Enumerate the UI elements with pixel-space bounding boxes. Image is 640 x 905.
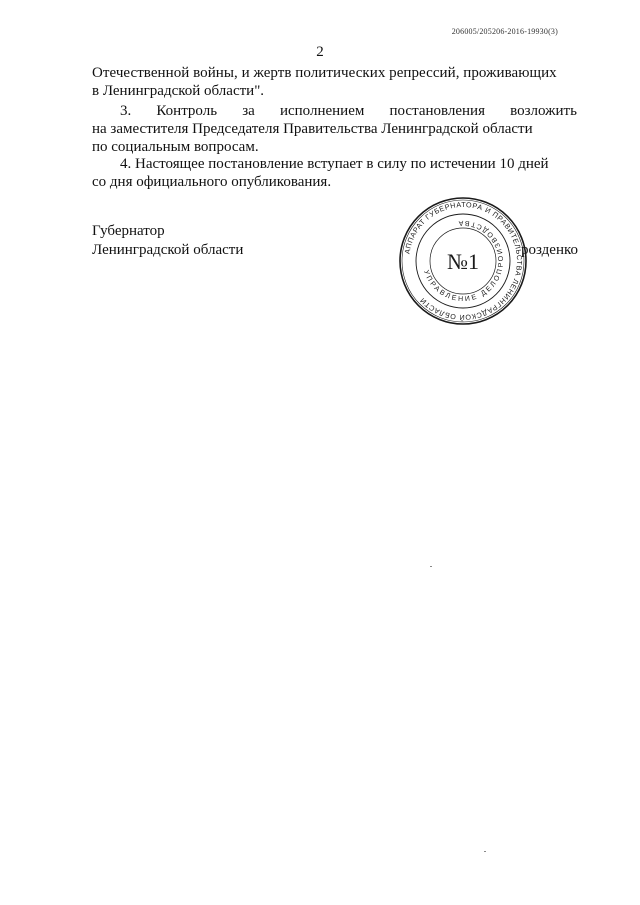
word: 3. (120, 103, 132, 119)
official-seal (398, 196, 528, 326)
item-4-line: 4. Настоящее постановление вступает в силу по истечении 10 дней (120, 156, 549, 172)
scan-speck (484, 851, 486, 852)
seal-outer-text: АППАРАТ ГУБЕРНАТОРА И ПРАВИТЕЛЬСТВА ЛЕНИНГРАДСКОЙ ОБЛАСТИ (402, 199, 525, 323)
scan-speck (430, 566, 432, 567)
word: возложить (510, 103, 577, 119)
word: за (242, 103, 255, 119)
item-4-line: со дня официального опубликования. (92, 174, 332, 190)
item-3-line: по социальным вопросам. (92, 139, 259, 155)
signature-title-line: Ленинградской области (92, 242, 244, 258)
item-3-first-line (92, 102, 577, 120)
word: постановления (389, 103, 485, 119)
seal-number: №1 (447, 249, 479, 274)
word: исполнением (279, 103, 365, 119)
document-id: 206005/205206-2016-19930(3) (451, 27, 558, 36)
item-3-line: на заместителя Председателя Правительства Ленинградской области (92, 121, 533, 137)
item-3 (92, 102, 577, 156)
paragraph-continuation (92, 64, 577, 100)
paragraph-line (92, 64, 577, 82)
item-4 (92, 155, 577, 191)
signature-title (92, 222, 243, 260)
paragraph-text: Отечественной войны, и жертв политических репрессий, проживающих (92, 65, 557, 81)
signer-name: розденко (521, 242, 578, 258)
page-number: 2 (316, 44, 324, 60)
seal-inner-text: УПРАВЛЕНИЕ ДЕЛОПРОИЗВОДСТВА (422, 218, 506, 304)
word: Контроль (156, 103, 218, 119)
seal-graphic (398, 196, 528, 326)
signature-title-line: Губернатор (92, 223, 165, 239)
paragraph-line: в Ленинградской области". (92, 83, 265, 99)
